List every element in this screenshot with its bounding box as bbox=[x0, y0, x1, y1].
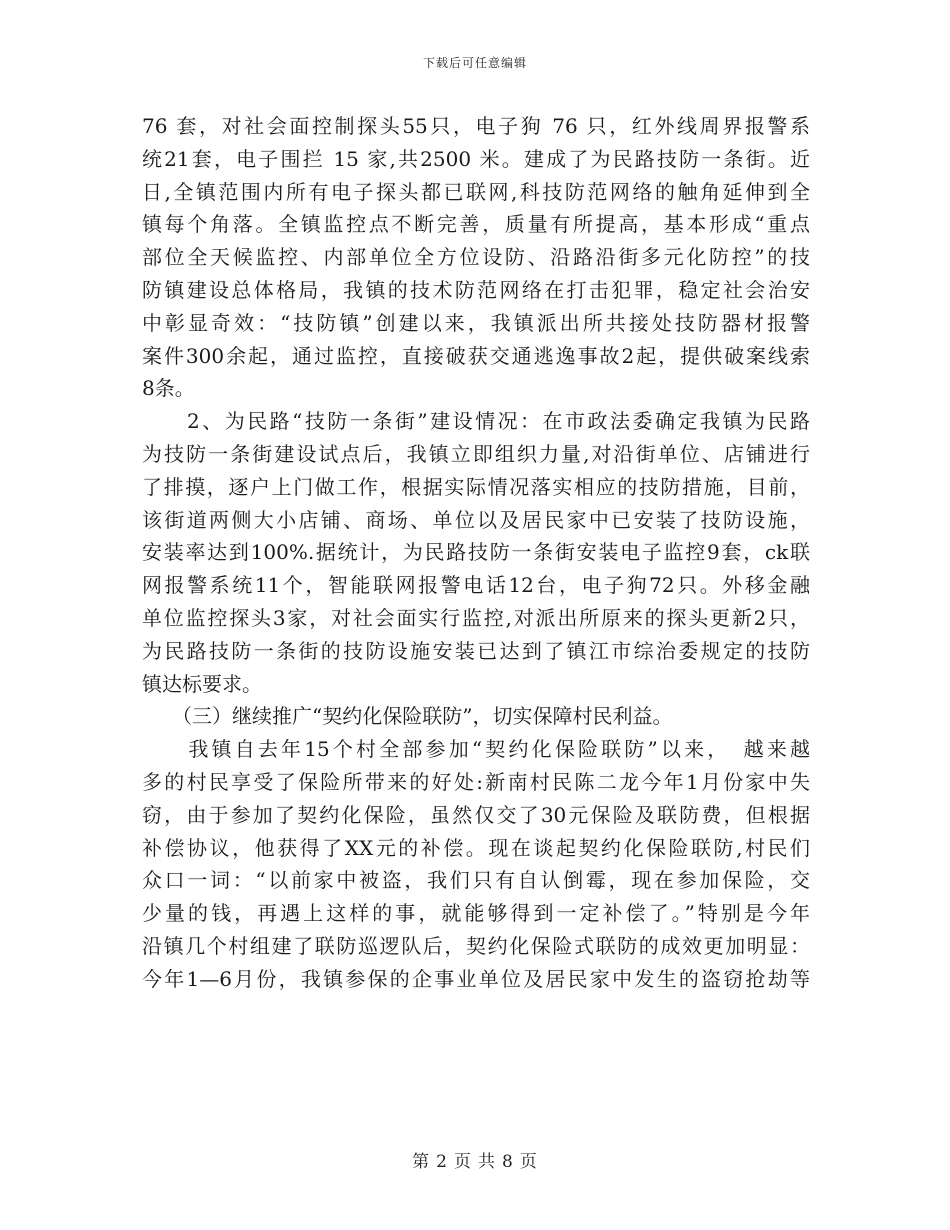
text-line: 统21套，电子围拦 15 家,共2500 米。建成了为民路技防一条街。近 bbox=[142, 146, 810, 171]
text-line: 中彰显奇效：“技防镇”创建以来，我镇派出所共接处技防器材报警 bbox=[142, 310, 810, 335]
text-line: 为技防一条街建设试点后，我镇立即组织力量,对沿街单位、店铺进行 bbox=[142, 441, 810, 466]
text-line: 案件300余起，通过监控，直接破获交通逃逸事故2起，提供破案线索 bbox=[142, 343, 810, 368]
text-line: 镇达标要求。 bbox=[142, 671, 262, 696]
text-line: 今年1—6月份，我镇参保的企事业单位及居民家中发生的盗窃抢劫等 bbox=[142, 966, 810, 991]
footer-total-pages: 8 bbox=[502, 1152, 514, 1172]
text-line: 8条。 bbox=[142, 376, 195, 401]
text-line: 76 套，对社会面控制探头55只，电子狗 76 只，红外线周界报警系 bbox=[142, 114, 810, 138]
text-line: 防镇建设总体格局，我镇的技术防范网络在打击犯罪，稳定社会治安 bbox=[142, 277, 810, 302]
page-header-note: 下载后可任意编辑 bbox=[422, 56, 527, 70]
text-line: 了排摸，逐户上门做工作，根据实际情况落实相应的技防措施，目前， bbox=[142, 474, 810, 499]
footer-prefix: 第 bbox=[412, 1152, 431, 1172]
section-heading: （三）继续推广“契约化保险联防”，切实保障村民利益。 bbox=[142, 704, 673, 729]
text-line: 该街道两侧大小店铺、商场、单位以及居民家中已安装了技防设施， bbox=[142, 507, 810, 532]
text-line: 2、为民路“技防一条街”建设情况：在市政法委确定我镇为民路 bbox=[142, 409, 810, 434]
footer-page-number: 2 bbox=[436, 1152, 448, 1172]
footer-page-unit: 页 bbox=[454, 1152, 472, 1172]
text-line: 日,全镇范围内所有电子探头都已联网,科技防范网络的触角延伸到全 bbox=[142, 179, 810, 204]
text-line: 窃，由于参加了契约化保险，虽然仅交了30元保险及联防费，但根据 bbox=[142, 802, 810, 827]
page-footer bbox=[0, 1147, 950, 1172]
text-line: 安装率达到100%.据统计，为民路技防一条街安装电子监控9套，ck联 bbox=[142, 540, 810, 565]
text-line: 为民路技防一条街的技防设施安装已达到了镇江市综治委规定的技防 bbox=[142, 638, 810, 663]
text-line: 网报警系统11个，智能联网报警电话12台，电子狗72只。外移金融 bbox=[142, 573, 810, 598]
footer-total-unit: 页 bbox=[519, 1152, 538, 1172]
text-line: 众口一词：“以前家中被盗，我们只有自认倒霉，现在参加保险，交 bbox=[142, 868, 810, 893]
text-line: 部位全天候监控、内部单位全方位设防、沿路沿街多元化防控”的技 bbox=[142, 245, 810, 270]
text-line: 多的村民享受了保险所带来的好处:新南村民陈二龙今年1月份家中失 bbox=[142, 769, 810, 794]
text-line: 补偿协议，他获得了XX元的补偿。现在谈起契约化保险联防,村民们 bbox=[142, 835, 810, 860]
text-line: 我镇自去年15个村全部参加“契约化保险联防”以来， 越来越 bbox=[142, 737, 810, 762]
text-line: 单位监控探头3家，对社会面实行监控,对派出所原来的探头更新2只， bbox=[142, 605, 810, 630]
document-body bbox=[142, 110, 810, 996]
footer-total-prefix: 共 bbox=[478, 1152, 496, 1172]
text-line: 镇每个角落。全镇监控点不断完善，质量有所提高，基本形成“重点 bbox=[142, 212, 810, 237]
text-line: 沿镇几个村组建了联防巡逻队后，契约化保险式联防的成效更加明显： bbox=[142, 933, 810, 958]
text-line: 少量的钱，再遇上这样的事，就能够得到一定补偿了。”特别是今年 bbox=[142, 901, 810, 926]
